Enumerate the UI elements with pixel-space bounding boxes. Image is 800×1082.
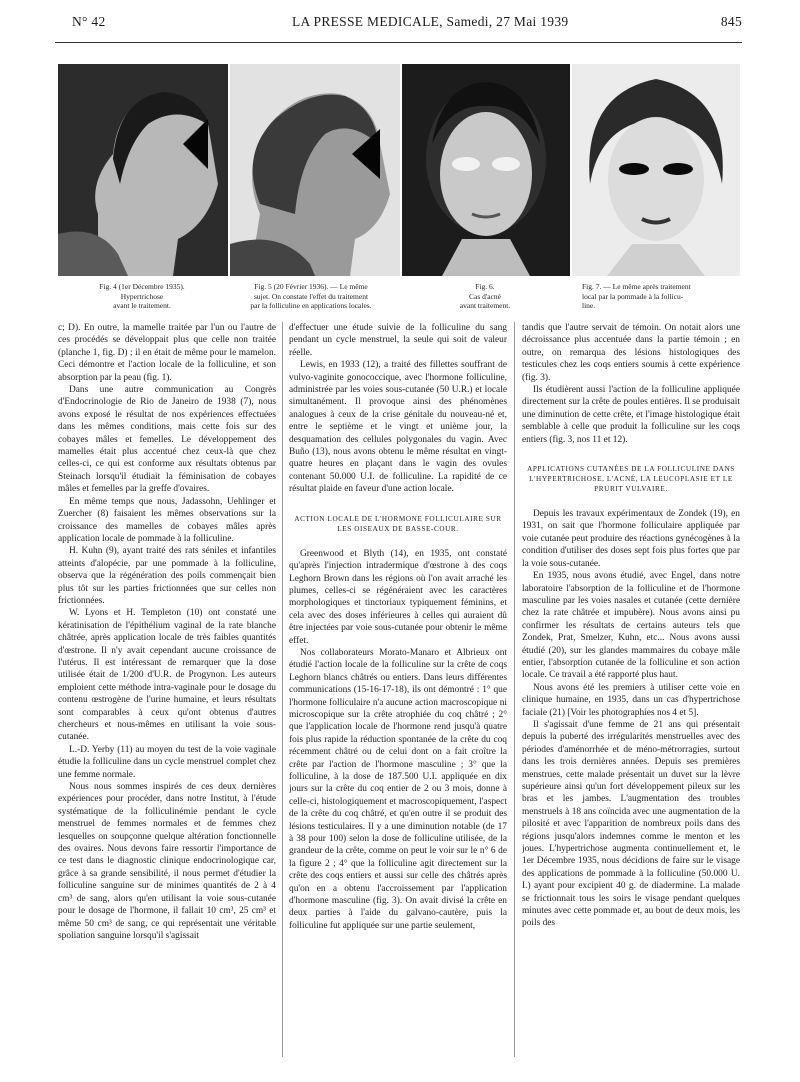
section-heading: ACTION LOCALE DE L'HORMONE FOLLICULAIRE SUR LES OISEAUX DE BASSE-COUR.: [294, 514, 502, 533]
issue-number: N° 42: [72, 14, 106, 29]
paragraph: En même temps que nous, Jadassohn, Uehlinger et Zuercher (8) faisaient les mêmes observations sur la croissance des mamelles de cobayes mâles après application locale de pommade à la folliculine.: [58, 496, 276, 544]
text-column-3: [522, 322, 740, 1067]
paragraph: Depuis les travaux expérimentaux de Zondek (19), en 1931, on sait que l'hormone folliculaire appliquée par voie cutanée peut produire des réactions gynécogènes à la condition d'utiliser des doses sept fois plus fortes que par la voie sous-cutanée.: [522, 509, 740, 569]
paragraph: Dans une autre communication au Congrès d'Endocrinologie de Rio de Janeiro de 1938 (7), nous avons exposé le résultat de nos expériences effectuées dans les mêmes conditions, mais cette fois sur des cobayes mâles et femelles. Le développement des mamelles était plus accentué chez ceux-là que chez celles-ci, ce qui est conforme aux résultats obtenus par Steinach lorsqu'il étudiait la féminisation de cobayes mâles et femelles par la greffe d'ovaires.: [58, 385, 276, 495]
paragraph: W. Lyons et H. Templeton (10) ont constaté une kératinisation de l'épithélium vaginal de la rate blanche châtrée, après application locale de très faibles quantités d'œstrone. Il n'y avait cependant aucune croissance de l'utérus. Il est intéressant de remarquer que la dose utilisée était de 1/200 d'U.R. de Progynon. Les auteurs emploient cette méthode intra-vaginale pour le dosage du contenu œstrogène de l'urine humaine, et leurs résultats sont comparables à ceux qu'ont obtenus d'autres chercheurs et nous-mêmes en utilisant la voie sous-cutanée.: [58, 608, 276, 743]
section-heading: APPLICATIONS CUTANÉES DE LA FOLLICULINE DANS L'HYPERTRICHOSE, L'ACNÉ, LA LEUCOPLASIE ET LE PRURIT VULVAIRE.: [527, 465, 735, 494]
text-column-2: [289, 322, 507, 1067]
figure-7-photo: [572, 64, 740, 276]
figure-4-caption: Fig. 4 (1er Décembre 1935). Hypertrichose avant le traitement.: [99, 282, 185, 310]
column-divider: [282, 322, 283, 1057]
paragraph: Nous nous sommes inspirés de ces deux dernières expériences pour procéder, dans notre Institut, à l'étude systématique de la folliculinémie pendant le cycle menstruel de femmes normales et de femmes chez lesquelles on soupçonne quelque altération fonctionnelle des ovaires. Nous devons faire ressortir l'importance de ce test dans le diagnostic clinique endocrinologique car, grâce à sa grande sensibilité, il nous permet d'étudier la folliculine sanguine sur de minimes quantités de 2 à 4 cm³ de sang, alors qu'en utilisant la voie sous-cutanée pour le dosage de l'hormone, il fallait 10 cm³, 25 cm³ et même 50 cm³ de sang, ce qui représentait une véritable spoliation sanguine lorsqu'il s'agissait: [58, 782, 276, 941]
figure-4-photo: [58, 64, 228, 276]
paragraph: H. Kuhn (9), ayant traité des rats séniles et infantiles atteints d'alopécie, par une pommade à la folliculine, observa que la régénération des poils commençait bien plus tôt sur les parties frictionnées que sur celles non frictionnées.: [58, 546, 276, 606]
paragraph: Nous avons été les premiers à utiliser cette voie en clinique humaine, en 1935, dans un cas d'hypertrichose faciale (21) [Voir les photographies nos 4 et 5].: [522, 682, 740, 718]
figure-7-caption: Fig. 7. — Le même après traitement local par la pommade à la follicu- line.: [582, 282, 691, 310]
figure-6-photo: [402, 64, 570, 276]
paragraph: Il s'agissait d'une femme de 21 ans qui présentait depuis la puberté des irrégularités menstruelles avec des périodes d'aménorrhée et de méno-métrorragies, surtout dans les trois dernières années. Depuis ses premières menstrues, cette malade présentait un duvet sur la lèvre supérieure ainsi qu'un fort développement pileux sur les bras et les jambes. L'augmentation des troubles menstruels à 18 ans coïncida avec une augmentation de la pilosité et avec l'apparition de nombreux poils dans des régions jusqu'alors indemnes comme le menton et les joues. L'hypertrichose augmenta continuellement et, le 1er Décembre 1935, nous décidions de faire sur le visage des applications de pommade à la folliculine (50.000 U. I.) ayant pour excipient 40 g. de diadermine. La malade se frictionnait tous les soirs le visage pendant quelques minutes avec cette pommade et, au bout de deux mois, les poils des: [522, 719, 740, 929]
figure-5-caption: Fig. 5 (20 Février 1936). — Le même sujet. On constate l'effet du traitement par la folliculine en applications locales.: [250, 282, 372, 310]
journal-title: LA PRESSE MEDICALE, Samedi, 27 Mai 1939: [292, 14, 569, 29]
paragraph: En 1935, nous avons étudié, avec Engel, dans notre laboratoire l'absorption de la folliculine et de l'hormone masculine par les voies nasales et cutanée (cette dernière chez la rate châtrée et impubère). Nous avons ainsi pu confirmer les résultats de certains auteurs tels que Zondek, Prat, Smelzer, Kuhn, etc... Nous avons aussi étudié (20), sur les glandes mammaires du cobaye mâle entier, l'absorption cutanée de la folliculine et son action locale. Ce travail a été rapporté plus haut.: [522, 571, 740, 681]
figure-strip: [58, 64, 740, 276]
paragraph: c; D). En outre, la mamelle traitée par l'un ou l'autre de ces procédés se développait plus que celle non traitée (planche 1, fig. D) ; il en était de même pour le mamelon. Ceci démontre et l'action locale de la folliculine, et son absorption par la peau (fig. 1).: [58, 323, 276, 383]
paragraph: Ils étudièrent aussi l'action de la folliculine appliquée directement sur la crête de poules entières. Il se produisait une diminution de cette crête, et l'image histologique était semblable à celle que produit la folliculine sur les coqs entiers (fig. 3, nos 11 et 12).: [522, 385, 740, 445]
header-rule: [55, 42, 742, 43]
figure-5-photo: [230, 64, 400, 276]
column-divider: [514, 322, 515, 1057]
figure-6-caption: Fig. 6. Cas d'acné avant traitement.: [459, 282, 511, 310]
paragraph: Greenwood et Blyth (14), en 1935, ont constaté qu'après l'injection intradermique d'œstrone à des coqs Leghorn Brown dans les régions où l'on avait arraché les plumes, celles-ci se régénéraient avec les caractères morphologiques et tinctoriaux typiquement féminins, et cela avec des doses inférieures à celles qui auraient dû être injectées par voie sous-cutanée pour obtenir le même effet.: [289, 548, 507, 646]
paragraph: d'effectuer une étude suivie de la folliculine du sang pendant un cycle menstruel, la seule qui soit de valeur réelle.: [289, 323, 507, 358]
running-header: [72, 14, 742, 36]
paragraph: tandis que l'autre servait de témoin. On notait alors une décroissance plus accentuée dans la partie témoin ; en outre, on remarqua des lésions histologiques des testicules chez les coqs entiers soumis à cette expérience (fig. 3).: [522, 323, 740, 383]
page-number: 845: [720, 14, 742, 29]
paragraph: Lewis, en 1933 (12), a traité des fillettes souffrant de vulvo-vaginite gonococcique, avec l'hormone folliculine, administrée par les voies sous-cutanée (50 U.R.) et locale simultanément. Il provoque ainsi des phénomènes analogues à ceux de la crise génitale du nouveau-né et, entre le septième et le vingt et unième jour, la desquamation des cellules polygonales du vagin. Avec Buño (13), nous avons obtenu le même résultat en vingt-quatre heures en plaçant dans le vagin des ovules contenant 50.000 U.I. de folliculine. La rapidité de ce résultat plaide en faveur d'une action locale.: [289, 360, 507, 495]
paragraph: L.-D. Yerby (11) au moyen du test de la voie vaginale étudie la folliculine dans un cycle menstruel complet chez une femme normale.: [58, 744, 276, 780]
text-column-1: [58, 322, 276, 1067]
paragraph: Nos collaborateurs Morato-Manaro et Albrieux ont étudié l'action locale de la folliculine sur la crête de coqs Leghorn blancs châtrés ou entiers. Dans leurs différentes communications (15-16-17-18), ils ont démontré : 1° que l'hormone folliculaire n'a aucune action macroscopique ni microscopique sur la crête atrophiée du coq châtré ; 2° que l'application locale de l'hormone rend jusqu'à quatre fois plus rapide la réduction spontanée de la crête du coq récemment châtré ou de celui dont on a fait croître la crête par l'action de l'hormone masculine ; 3° que la folliculine, à la dose de 187.500 U.I. appliquée en dix jours sur la crête du coq entier de 2 ou 3 mois, donne à celle-ci, histologiquement et macroscopiquement, l'aspect de la crête du coq châtré, et qu'en outre il se produit des lésions testiculaires. Il y a une diminution notable (de 17 à 38 pour 100) selon la dose de folliculine utilisée, de la grandeur de la crête, comme on peut le voir sur le n° 6 de la figure 2 ; 4° que la folliculine agit directement sur la crête des coqs entiers et aussi sur celle des châtrés après qu'on en a obtenu l'accroissement par l'application d'hormone masculine (fig. 3). On avait divisé la crête en deux parties à l'aide du galvano-cautère, puis la folliculine fut appliquée sur une partie seulement,: [289, 647, 507, 931]
